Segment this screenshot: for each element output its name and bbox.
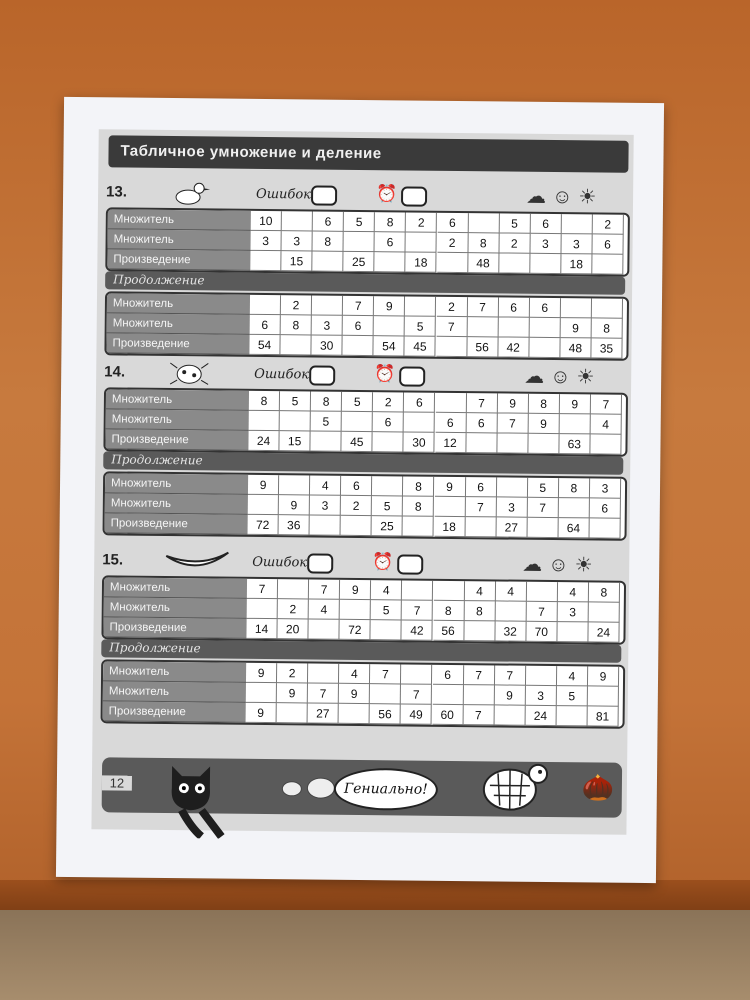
table-cell: 25 [372, 516, 403, 536]
empty-cell[interactable] [308, 663, 339, 683]
empty-cell[interactable] [309, 619, 340, 639]
table-cell: 8 [375, 212, 406, 232]
table-cell: 8 [433, 601, 464, 621]
table-cell: 9 [560, 394, 591, 414]
row-label: Множитель [104, 577, 247, 598]
table-cell: 6 [530, 298, 561, 318]
table-cell: 72 [248, 515, 279, 535]
row-label: Произведение [103, 701, 246, 722]
table-cell: 8 [403, 496, 434, 516]
table-cell: 3 [496, 497, 527, 517]
empty-cell[interactable] [499, 253, 530, 273]
table-cell: 7 [466, 393, 497, 413]
table-cell: 24 [588, 622, 619, 642]
errors-label: Ошибок [254, 366, 310, 383]
table-cell: 8 [468, 233, 499, 253]
empty-cell[interactable] [556, 706, 587, 726]
mood-faces-icon: ☁☺☀ [525, 185, 603, 209]
page-number: 12 [102, 775, 132, 790]
table-cell: 20 [278, 619, 309, 639]
table-cell: 6 [590, 498, 621, 518]
table-cell: 27 [308, 703, 339, 723]
table-cell: 7 [370, 664, 401, 684]
table-cell: 18 [406, 252, 437, 272]
table-cell: 5 [557, 686, 588, 706]
table-cell: 56 [433, 621, 464, 641]
table-cell: 48 [468, 253, 499, 273]
table-cell: 7 [308, 683, 339, 703]
table-cell: 9 [340, 580, 371, 600]
table-cell: 8 [403, 476, 434, 496]
errors-box[interactable] [309, 365, 335, 385]
worksheet-paper [56, 97, 664, 883]
table-cell: 4 [339, 664, 370, 684]
empty-cell[interactable] [466, 433, 497, 453]
empty-cell[interactable] [342, 412, 373, 432]
table-cell: 9 [528, 414, 559, 434]
table-cell: 9 [246, 663, 277, 683]
table-cell: 6 [404, 392, 435, 412]
table-cell: 3 [557, 602, 588, 622]
row-label: Произведение [105, 429, 248, 450]
errors-box[interactable] [311, 185, 337, 205]
table-cell: 7 [465, 497, 496, 517]
table-cell: 6 [435, 413, 466, 433]
empty-cell[interactable] [432, 685, 463, 705]
empty-cell[interactable] [280, 411, 311, 431]
table-cell: 6 [343, 316, 374, 336]
table-cell: 6 [313, 211, 344, 231]
empty-cell[interactable] [465, 517, 496, 537]
table-cell: 5 [405, 316, 436, 336]
empty-cell[interactable] [372, 476, 403, 496]
table-cell: 4 [558, 582, 589, 602]
empty-cell[interactable] [468, 213, 499, 233]
row-label: Множитель [106, 409, 249, 430]
empty-cell[interactable] [311, 431, 342, 451]
empty-cell[interactable] [529, 318, 560, 338]
empty-cell[interactable] [434, 497, 465, 517]
table-cell: 2 [281, 295, 312, 315]
time-box[interactable] [401, 186, 427, 206]
empty-cell[interactable] [589, 518, 620, 538]
errors-label: Ошибок [252, 554, 308, 571]
table-cell: 63 [559, 434, 590, 454]
table-cell: 7 [309, 579, 340, 599]
empty-cell[interactable] [526, 666, 557, 686]
table-cell: 2 [593, 214, 624, 234]
table-cell: 56 [467, 337, 498, 357]
table-cell: 9 [339, 684, 370, 704]
table-cell: 8 [281, 315, 312, 335]
table-cell: 15 [281, 251, 312, 271]
empty-cell[interactable] [529, 338, 560, 358]
task-number: 13. [106, 183, 128, 201]
table-cell: 7 [467, 297, 498, 317]
empty-cell[interactable] [310, 515, 341, 535]
empty-cell[interactable] [312, 251, 343, 271]
table-cell: 2 [341, 496, 372, 516]
empty-cell[interactable] [278, 579, 309, 599]
table-cell: 2 [373, 392, 404, 412]
empty-cell[interactable] [463, 685, 494, 705]
row-label: Множитель [104, 597, 247, 618]
table-cell: 60 [432, 705, 463, 725]
empty-cell[interactable] [373, 432, 404, 452]
table-cell: 7 [463, 705, 494, 725]
table-cell: 2 [406, 212, 437, 232]
empty-cell[interactable] [592, 298, 623, 318]
row-label: Множитель [108, 209, 251, 230]
empty-cell[interactable] [435, 393, 466, 413]
table-cell: 3 [250, 231, 281, 251]
table-cell: 64 [558, 518, 589, 538]
table-cell: 32 [495, 621, 526, 641]
empty-cell[interactable] [250, 295, 281, 315]
row-label: Множитель [105, 493, 248, 514]
alarm-clock-icon: ⏰ [376, 184, 398, 204]
table-cell: 9 [434, 477, 465, 497]
table-cell: 14 [246, 619, 277, 639]
praise-bubble: Гениально! [334, 768, 438, 811]
errors-box[interactable] [307, 553, 333, 573]
empty-cell[interactable] [527, 582, 558, 602]
empty-cell[interactable] [280, 335, 311, 355]
table-cell: 6 [530, 214, 561, 234]
table-cell: 54 [374, 336, 405, 356]
table-cell: 6 [466, 413, 497, 433]
table-cell: 12 [435, 433, 466, 453]
table-cell: 3 [525, 686, 556, 706]
table-cell: 5 [528, 478, 559, 498]
table-cell: 9 [279, 495, 310, 515]
table-cell: 4 [495, 581, 526, 601]
table-cell: 6 [375, 232, 406, 252]
table-cell: 8 [311, 391, 342, 411]
empty-cell[interactable] [497, 433, 528, 453]
table-cell: 72 [340, 620, 371, 640]
turtle-icon [472, 755, 553, 816]
errors-label: Ошибок [256, 186, 312, 203]
row-label: Множитель [105, 473, 248, 494]
table-cell: 3 [310, 495, 341, 515]
row-label: Множитель [106, 389, 249, 410]
table-cell: 2 [499, 233, 530, 253]
table-cell: 7 [526, 602, 557, 622]
empty-cell[interactable] [406, 232, 437, 252]
worksheet-page [91, 129, 633, 835]
empty-cell[interactable] [344, 232, 375, 252]
empty-cell[interactable] [557, 622, 588, 642]
row-label: Множитель [107, 293, 250, 314]
table-cell: 25 [344, 252, 375, 272]
empty-cell[interactable] [279, 475, 310, 495]
table-cell: 24 [248, 431, 279, 451]
table-cell: 8 [529, 394, 560, 414]
table-cell: 10 [251, 211, 282, 231]
table-cell: 6 [373, 412, 404, 432]
empty-cell[interactable] [402, 580, 433, 600]
table-cell: 8 [559, 478, 590, 498]
table-cell: 18 [561, 254, 592, 274]
table-cell: 81 [587, 706, 618, 726]
alarm-clock-icon: ⏰ [372, 552, 394, 572]
table-cell: 54 [249, 335, 280, 355]
task-number: 14. [104, 363, 126, 381]
table-cell: 4 [591, 414, 622, 434]
empty-cell[interactable] [339, 704, 370, 724]
empty-cell[interactable] [404, 412, 435, 432]
table-cell: 70 [526, 622, 557, 642]
table-cell: 7 [495, 665, 526, 685]
empty-cell[interactable] [494, 705, 525, 725]
table-cell: 7 [527, 498, 558, 518]
table-cell: 8 [589, 582, 620, 602]
empty-cell[interactable] [248, 495, 279, 515]
table-cell: 56 [370, 704, 401, 724]
table-cell: 6 [437, 213, 468, 233]
empty-cell[interactable] [403, 516, 434, 536]
table-cell: 2 [278, 599, 309, 619]
multiplication-table [103, 387, 628, 456]
empty-cell[interactable] [495, 601, 526, 621]
multiplication-table [101, 575, 626, 644]
table-cell: 9 [494, 685, 525, 705]
table-cell: 3 [282, 231, 313, 251]
table-cell: 18 [434, 517, 465, 537]
table-cell: 6 [498, 297, 529, 317]
page-header [108, 135, 628, 172]
empty-cell[interactable] [528, 434, 559, 454]
table-cell: 7 [497, 413, 528, 433]
table-cell: 9 [277, 683, 308, 703]
empty-cell[interactable] [370, 684, 401, 704]
table-cell: 49 [401, 704, 432, 724]
table-cell: 5 [371, 600, 402, 620]
empty-cell[interactable] [433, 581, 464, 601]
empty-cell[interactable] [497, 477, 528, 497]
row-label: Произведение [106, 333, 249, 354]
continuation-label: Продолжение [113, 272, 205, 288]
empty-cell[interactable] [589, 602, 620, 622]
table-cell: 9 [588, 666, 619, 686]
table-cell: 6 [432, 665, 463, 685]
empty-cell[interactable] [375, 252, 406, 272]
empty-cell[interactable] [464, 621, 495, 641]
thought-dot-small [282, 781, 302, 796]
empty-cell[interactable] [401, 664, 432, 684]
empty-cell[interactable] [437, 253, 468, 273]
mood-faces-icon: ☁☺☀ [524, 365, 601, 389]
empty-cell[interactable] [527, 518, 558, 538]
table-cell: 3 [530, 234, 561, 254]
table-cell: 27 [496, 517, 527, 537]
task-number: 15. [102, 551, 124, 569]
table-cell: 4 [464, 581, 495, 601]
continuation-label: Продолжение [111, 452, 203, 468]
table-cell: 5 [344, 212, 375, 232]
table-cell: 5 [372, 496, 403, 516]
table-cell: 9 [374, 296, 405, 316]
empty-cell[interactable] [530, 254, 561, 274]
table-cell: 5 [280, 391, 311, 411]
table-cell: 8 [592, 318, 623, 338]
empty-cell[interactable] [341, 516, 372, 536]
empty-cell[interactable] [592, 254, 623, 274]
multiplication-table [103, 471, 628, 540]
table-cell: 6 [341, 476, 372, 496]
table-cell: 24 [525, 706, 556, 726]
table-cell: 3 [312, 315, 343, 335]
table-cell: 30 [404, 432, 435, 452]
duck-icon [166, 180, 216, 207]
table-cell: 4 [371, 580, 402, 600]
table-cell: 9 [560, 318, 591, 338]
table-cell: 15 [279, 431, 310, 451]
table-cell: 4 [557, 666, 588, 686]
table-cell: 9 [497, 393, 528, 413]
row-label: Произведение [103, 617, 246, 638]
table-cell: 8 [313, 231, 344, 251]
alarm-clock-icon: ⏰ [374, 364, 396, 384]
table-cell: 4 [310, 475, 341, 495]
table-cell: 2 [437, 233, 468, 253]
empty-cell[interactable] [559, 498, 590, 518]
floor [0, 910, 750, 1000]
table-cell: 6 [592, 234, 623, 254]
time-box[interactable] [397, 554, 423, 574]
empty-cell[interactable] [590, 434, 621, 454]
page-footer [102, 757, 623, 817]
multiplication-table [104, 291, 629, 360]
table-cell: 3 [590, 478, 621, 498]
row-label: Множитель [103, 681, 246, 702]
table-cell: 7 [591, 394, 622, 414]
empty-cell[interactable] [467, 317, 498, 337]
empty-cell[interactable] [246, 683, 277, 703]
empty-cell[interactable] [343, 336, 374, 356]
table-cell: 7 [402, 600, 433, 620]
row-label: Множитель [107, 313, 250, 334]
table-cell: 8 [249, 391, 280, 411]
table-cell: 7 [401, 684, 432, 704]
empty-cell[interactable] [312, 295, 343, 315]
empty-cell[interactable] [247, 599, 278, 619]
empty-cell[interactable] [282, 211, 313, 231]
table-cell: 42 [498, 337, 529, 357]
table-cell: 7 [343, 296, 374, 316]
thought-dot-large [307, 777, 335, 798]
empty-cell[interactable] [249, 411, 280, 431]
table-cell: 35 [591, 338, 622, 358]
empty-cell[interactable] [374, 316, 405, 336]
empty-cell[interactable] [559, 414, 590, 434]
empty-cell[interactable] [562, 214, 593, 234]
row-label: Множитель [108, 229, 251, 250]
table-cell: 45 [405, 336, 436, 356]
table-cell: 5 [499, 213, 530, 233]
empty-cell[interactable] [250, 251, 281, 271]
empty-cell[interactable] [436, 337, 467, 357]
table-cell: 6 [250, 315, 281, 335]
page-title: Табличное умножение и деление [120, 142, 382, 163]
table-cell: 42 [402, 620, 433, 640]
table-cell: 4 [309, 599, 340, 619]
empty-cell[interactable] [340, 600, 371, 620]
multiplication-table [101, 659, 626, 728]
table-cell: 2 [277, 663, 308, 683]
empty-cell[interactable] [561, 298, 592, 318]
row-label: Множитель [103, 661, 246, 682]
cat-icon [141, 748, 252, 839]
table-cell: 30 [312, 335, 343, 355]
acorn-icon: 🌰 [581, 772, 615, 803]
table-cell: 9 [246, 703, 277, 723]
continuation-label: Продолжение [109, 640, 201, 656]
table-cell: 7 [436, 317, 467, 337]
time-box[interactable] [399, 366, 425, 386]
empty-cell[interactable] [405, 296, 436, 316]
table-cell: 8 [464, 601, 495, 621]
row-label: Произведение [107, 249, 250, 270]
banana-icon [162, 548, 212, 575]
multiplication-table [105, 207, 630, 276]
table-cell: 7 [464, 665, 495, 685]
table-cell: 2 [436, 297, 467, 317]
table-cell: 6 [466, 477, 497, 497]
table-cell: 9 [248, 475, 279, 495]
table-cell: 5 [311, 411, 342, 431]
empty-cell[interactable] [277, 703, 308, 723]
table-cell: 3 [561, 234, 592, 254]
table-cell: 7 [247, 579, 278, 599]
beetle-icon [164, 360, 214, 387]
empty-cell[interactable] [498, 317, 529, 337]
table-cell: 5 [342, 392, 373, 412]
table-cell: 48 [560, 338, 591, 358]
table-cell: 36 [279, 515, 310, 535]
table-cell: 45 [342, 432, 373, 452]
row-label: Произведение [105, 513, 248, 534]
empty-cell[interactable] [588, 686, 619, 706]
empty-cell[interactable] [371, 620, 402, 640]
mood-faces-icon: ☁☺☀ [522, 553, 599, 577]
